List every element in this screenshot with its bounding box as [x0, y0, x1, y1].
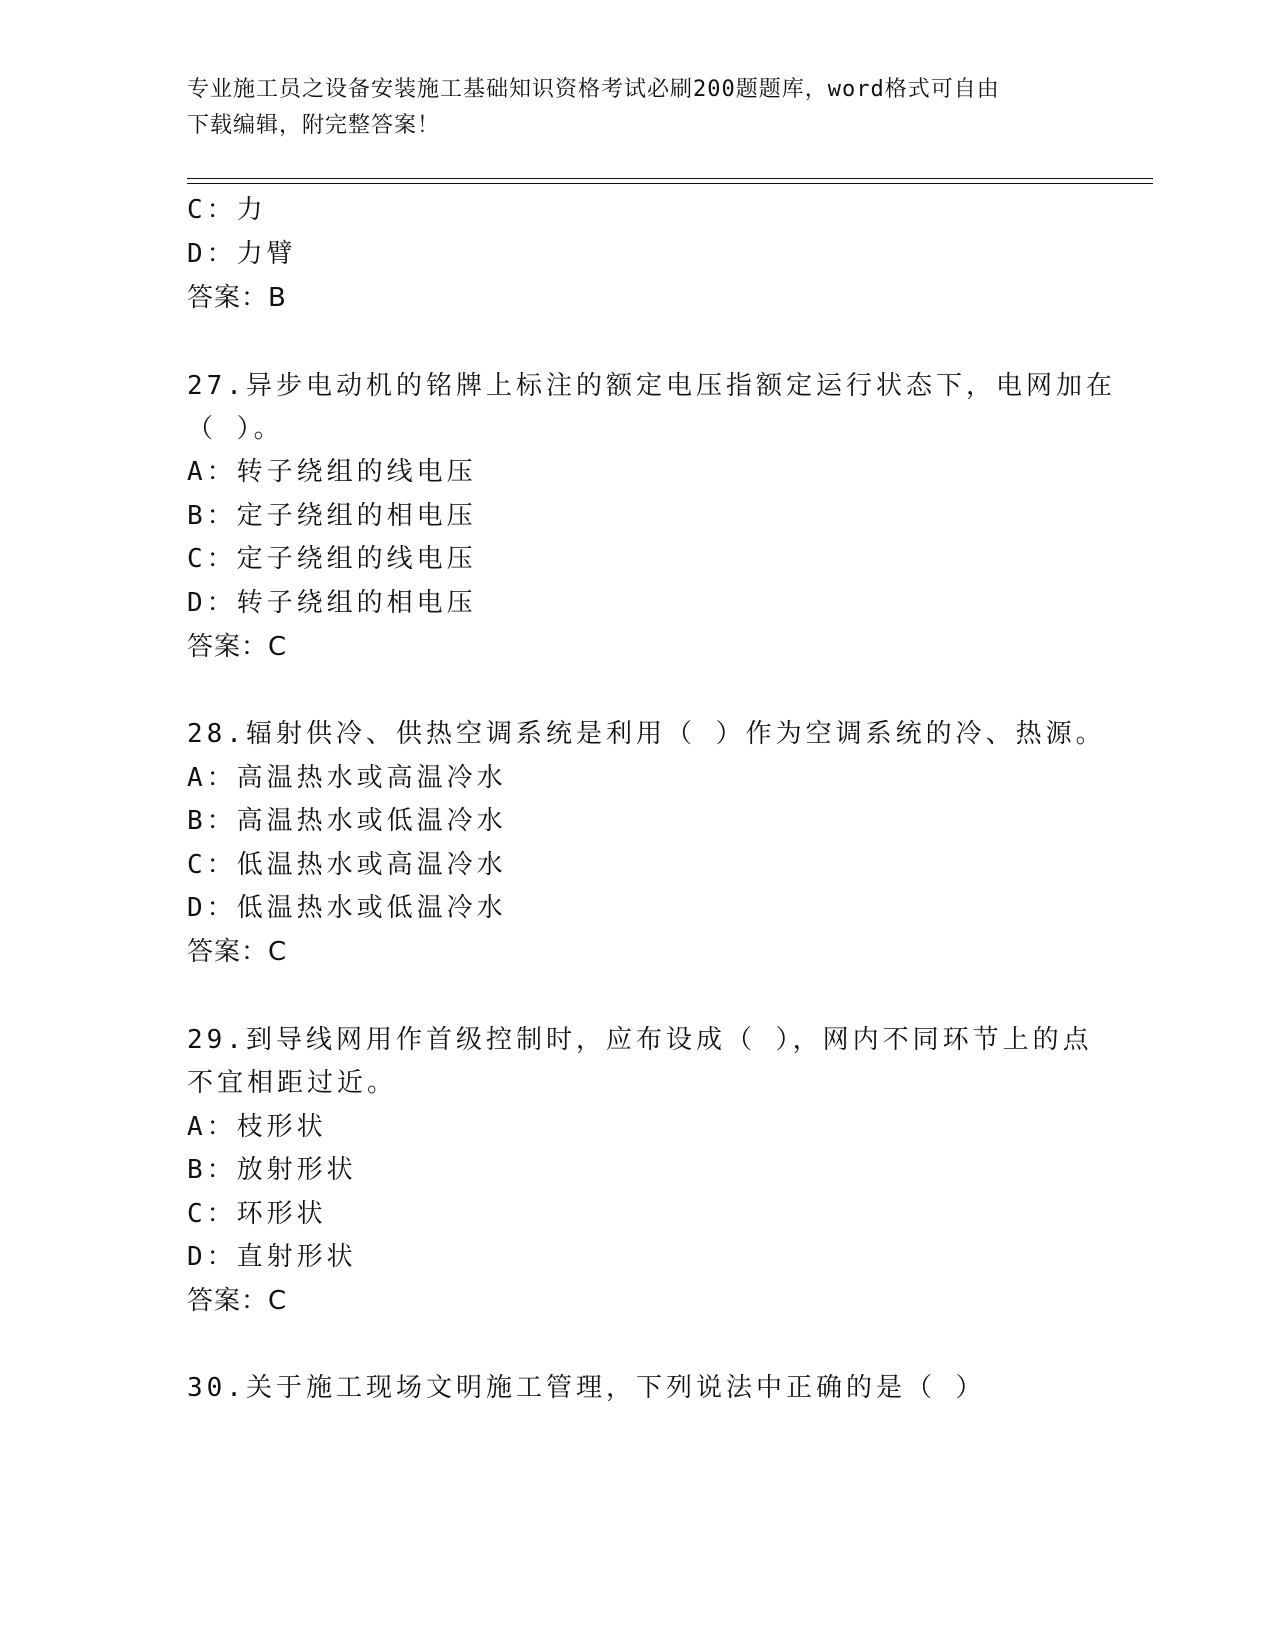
q27-option-b: B：定子绕组的相电压: [187, 501, 477, 531]
q28-answer: 答案：C: [187, 937, 288, 967]
document-header: [187, 72, 1067, 144]
header-title-line-1: 专业施工员之设备安装施工基础知识资格考试必刷200题题库，word格式可自由: [187, 77, 1000, 102]
q29-option-a: A：枝形状: [187, 1112, 327, 1142]
q29-stem-line-1: 29.到导线网用作首级控制时，应布设成（ ），网内不同环节上的点: [187, 1025, 1093, 1055]
q26-option-d: D：力臂: [187, 239, 297, 269]
header-divider-top: [187, 178, 1153, 179]
q29-option-c: C：环形状: [187, 1199, 327, 1229]
q29-option-b: B：放射形状: [187, 1155, 357, 1185]
q29-option-d: D：直射形状: [187, 1242, 357, 1272]
q26-answer: 答案：B: [187, 283, 287, 313]
q27-option-c: C：定子绕组的线电压: [187, 544, 477, 574]
q29-stem-line-2: 不宜相距过近。: [187, 1068, 398, 1098]
q27-option-a: A：转子绕组的线电压: [187, 457, 477, 487]
q27-stem-line-1: 27.异步电动机的铭牌上标注的额定电压指额定运行状态下，电网加在: [187, 371, 1116, 401]
q27-option-d: D：转子绕组的相电压: [187, 588, 477, 618]
q28-option-d: D：低温热水或低温冷水: [187, 893, 507, 923]
header-divider-bottom: [187, 183, 1153, 184]
q28-option-a: A：高温热水或高温冷水: [187, 763, 507, 793]
q28-option-c: C：低温热水或高温冷水: [187, 850, 507, 880]
q27-answer: 答案：C: [187, 632, 288, 662]
q27-stem-line-2: （ ）。: [187, 414, 284, 444]
q28-stem-line-1: 28.辐射供冷、供热空调系统是利用（ ）作为空调系统的冷、热源。: [187, 719, 1106, 749]
q30-stem-line-1: 30.关于施工现场文明施工管理，下列说法中正确的是（ ）: [187, 1373, 986, 1403]
header-title-line-2: 下载编辑，附完整答案！: [187, 113, 441, 138]
q29-answer: 答案：C: [187, 1286, 288, 1316]
q28-option-b: B：高温热水或低温冷水: [187, 806, 507, 836]
q26-option-c: C：力: [187, 195, 267, 225]
